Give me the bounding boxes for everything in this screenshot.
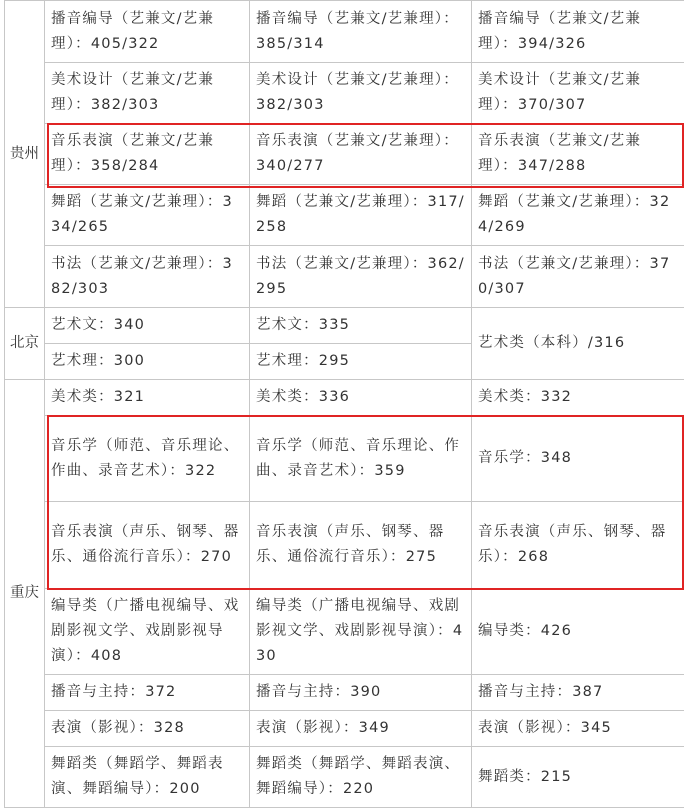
score-cell: 舞蹈（艺兼文/艺兼理）：334/265 xyxy=(45,185,250,246)
score-cell: 表演（影视）：345 xyxy=(472,711,684,747)
score-cell: 编导类（广播电视编导、戏剧影视文学、戏剧影视导演）：430 xyxy=(250,589,472,675)
score-cell: 播音编导（艺兼文/艺兼理）：405/322 xyxy=(45,1,250,63)
score-cell: 音乐表演（声乐、钢琴、器乐、通俗流行音乐）：275 xyxy=(250,502,472,589)
score-cell: 音乐表演（声乐、钢琴、器乐）：268 xyxy=(472,502,684,589)
score-cell: 音乐学（师范、音乐理论、作曲、录音艺术）：359 xyxy=(250,416,472,502)
province-label: 贵州 xyxy=(10,145,39,162)
score-cell: 书法（艺兼文/艺兼理）：382/303 xyxy=(45,246,250,308)
table-row xyxy=(5,380,684,416)
score-cell: 美术类：332 xyxy=(472,380,684,416)
province-cell-beijing xyxy=(5,308,45,380)
score-cell: 舞蹈类：215 xyxy=(472,747,684,808)
score-cell: 艺术理：295 xyxy=(250,344,472,380)
score-cell: 艺术理：300 xyxy=(45,344,250,380)
score-cell: 美术类：336 xyxy=(250,380,472,416)
score-cell: 音乐学（师范、音乐理论、作曲、录音艺术）：322 xyxy=(45,416,250,502)
score-cell: 播音与主持：372 xyxy=(45,675,250,711)
score-cell: 播音编导（艺兼文/艺兼理）：385/314 xyxy=(250,1,472,63)
score-cell: 音乐学：348 xyxy=(472,416,684,502)
table-row xyxy=(5,1,684,63)
score-cell: 播音编导（艺兼文/艺兼理）：394/326 xyxy=(472,1,684,63)
table-row xyxy=(5,246,684,308)
table-row xyxy=(5,124,684,185)
score-cell: 美术设计（艺兼文/艺兼理）：382/303 xyxy=(45,63,250,124)
score-cell: 艺术类（本科）/316 xyxy=(472,308,684,380)
score-cell: 艺术文：335 xyxy=(250,308,472,344)
score-cell: 音乐表演（艺兼文/艺兼理）：358/284 xyxy=(45,124,250,185)
score-cell: 书法（艺兼文/艺兼理）：370/307 xyxy=(472,246,684,308)
score-cell: 美术设计（艺兼文/艺兼理）：370/307 xyxy=(472,63,684,124)
table-row xyxy=(5,308,684,344)
province-cell-guizhou xyxy=(5,1,45,308)
score-cell: 表演（影视）：349 xyxy=(250,711,472,747)
table-row xyxy=(5,502,684,589)
score-cell: 音乐表演（艺兼文/艺兼理）：347/288 xyxy=(472,124,684,185)
score-cell: 播音与主持：390 xyxy=(250,675,472,711)
score-cell: 舞蹈（艺兼文/艺兼理）：324/269 xyxy=(472,185,684,246)
score-cell: 舞蹈（艺兼文/艺兼理）：317/258 xyxy=(250,185,472,246)
table-row xyxy=(5,416,684,502)
province-label: 重庆 xyxy=(10,585,39,601)
table-row xyxy=(5,711,684,747)
table-row xyxy=(5,589,684,675)
score-cell: 编导类：426 xyxy=(472,589,684,675)
table-row xyxy=(5,675,684,711)
province-cell-chongqing xyxy=(5,380,45,808)
score-table xyxy=(4,0,684,808)
score-cell: 舞蹈类（舞蹈学、舞蹈表演、舞蹈编导）：200 xyxy=(45,747,250,808)
table-row xyxy=(5,747,684,808)
score-cell: 美术类：321 xyxy=(45,380,250,416)
score-cell: 播音与主持：387 xyxy=(472,675,684,711)
score-cell: 美术设计（艺兼文/艺兼理）：382/303 xyxy=(250,63,472,124)
score-cell: 音乐表演（艺兼文/艺兼理）：340/277 xyxy=(250,124,472,185)
score-cell: 表演（影视）：328 xyxy=(45,711,250,747)
score-cell: 艺术文：340 xyxy=(45,308,250,344)
table-row xyxy=(5,185,684,246)
score-cell: 编导类（广播电视编导、戏剧影视文学、戏剧影视导演）：408 xyxy=(45,589,250,675)
score-cell: 音乐表演（声乐、钢琴、器乐、通俗流行音乐）：270 xyxy=(45,502,250,589)
province-label: 北京 xyxy=(10,335,39,351)
table-row xyxy=(5,63,684,124)
score-cell: 书法（艺兼文/艺兼理）：362/295 xyxy=(250,246,472,308)
score-cell: 舞蹈类（舞蹈学、舞蹈表演、舞蹈编导）：220 xyxy=(250,747,472,808)
